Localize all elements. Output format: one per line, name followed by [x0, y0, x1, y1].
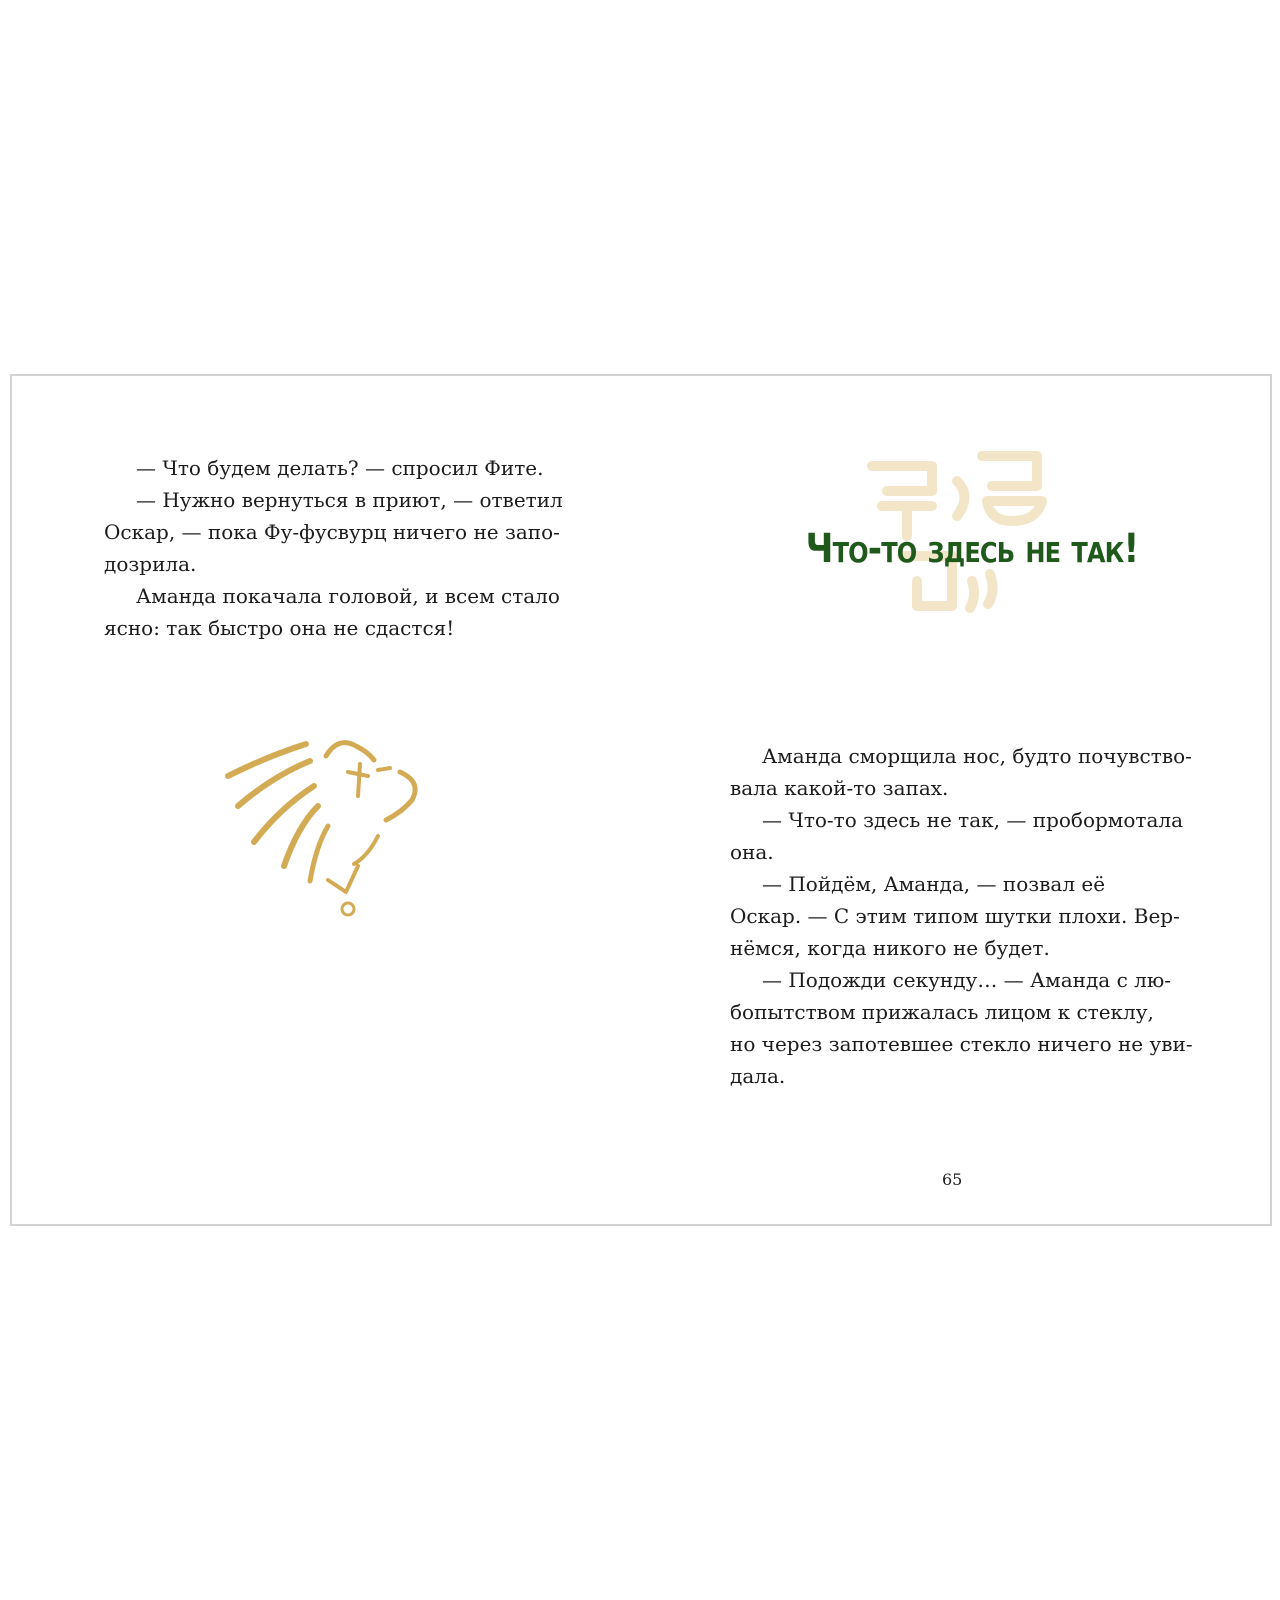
- text-line: — Что будем делать? — спросил Фите.: [136, 456, 544, 480]
- fox-face-doodle-icon: [218, 716, 448, 926]
- chapter-title: Что-то здесь не так!: [805, 526, 1139, 572]
- left-page-text: [104, 452, 564, 644]
- book-spread: [10, 374, 1272, 1226]
- text-line: бопытством прижалась лицом к стеклу,: [730, 1000, 1154, 1024]
- page-number: 65: [942, 1170, 963, 1189]
- text-line: — Что-то здесь не так, — пробормотала: [762, 808, 1184, 832]
- text-line: вала какой-то запах.: [730, 776, 949, 800]
- text-line: Аманда сморщила нос, будто почувство-: [762, 744, 1192, 768]
- text-line: нёмся, когда никого не будет.: [730, 936, 1050, 960]
- text-line: Оскар. — С этим типом шутки плохи. Вер-: [730, 904, 1180, 928]
- text-line: она.: [730, 840, 774, 864]
- text-line: ясно: так быстро она не сдастся!: [104, 616, 455, 640]
- text-line: — Подожди секунду… — Аманда с лю-: [762, 968, 1172, 992]
- text-line: но через запотевшее стекло ничего не уви-: [730, 1032, 1193, 1056]
- text-line: — Пойдём, Аманда, — позвал её: [762, 872, 1106, 896]
- text-line: Оскар, — пока Фу-фусвурц ничего не запо-: [104, 520, 560, 544]
- text-line: дозрила.: [104, 552, 197, 576]
- right-page-text: [730, 740, 1193, 1092]
- text-line: Аманда покачала головой, и всем стало: [136, 584, 560, 608]
- text-line: дала.: [730, 1064, 786, 1088]
- text-line: — Нужно вернуться в приют, — ответил: [136, 488, 563, 512]
